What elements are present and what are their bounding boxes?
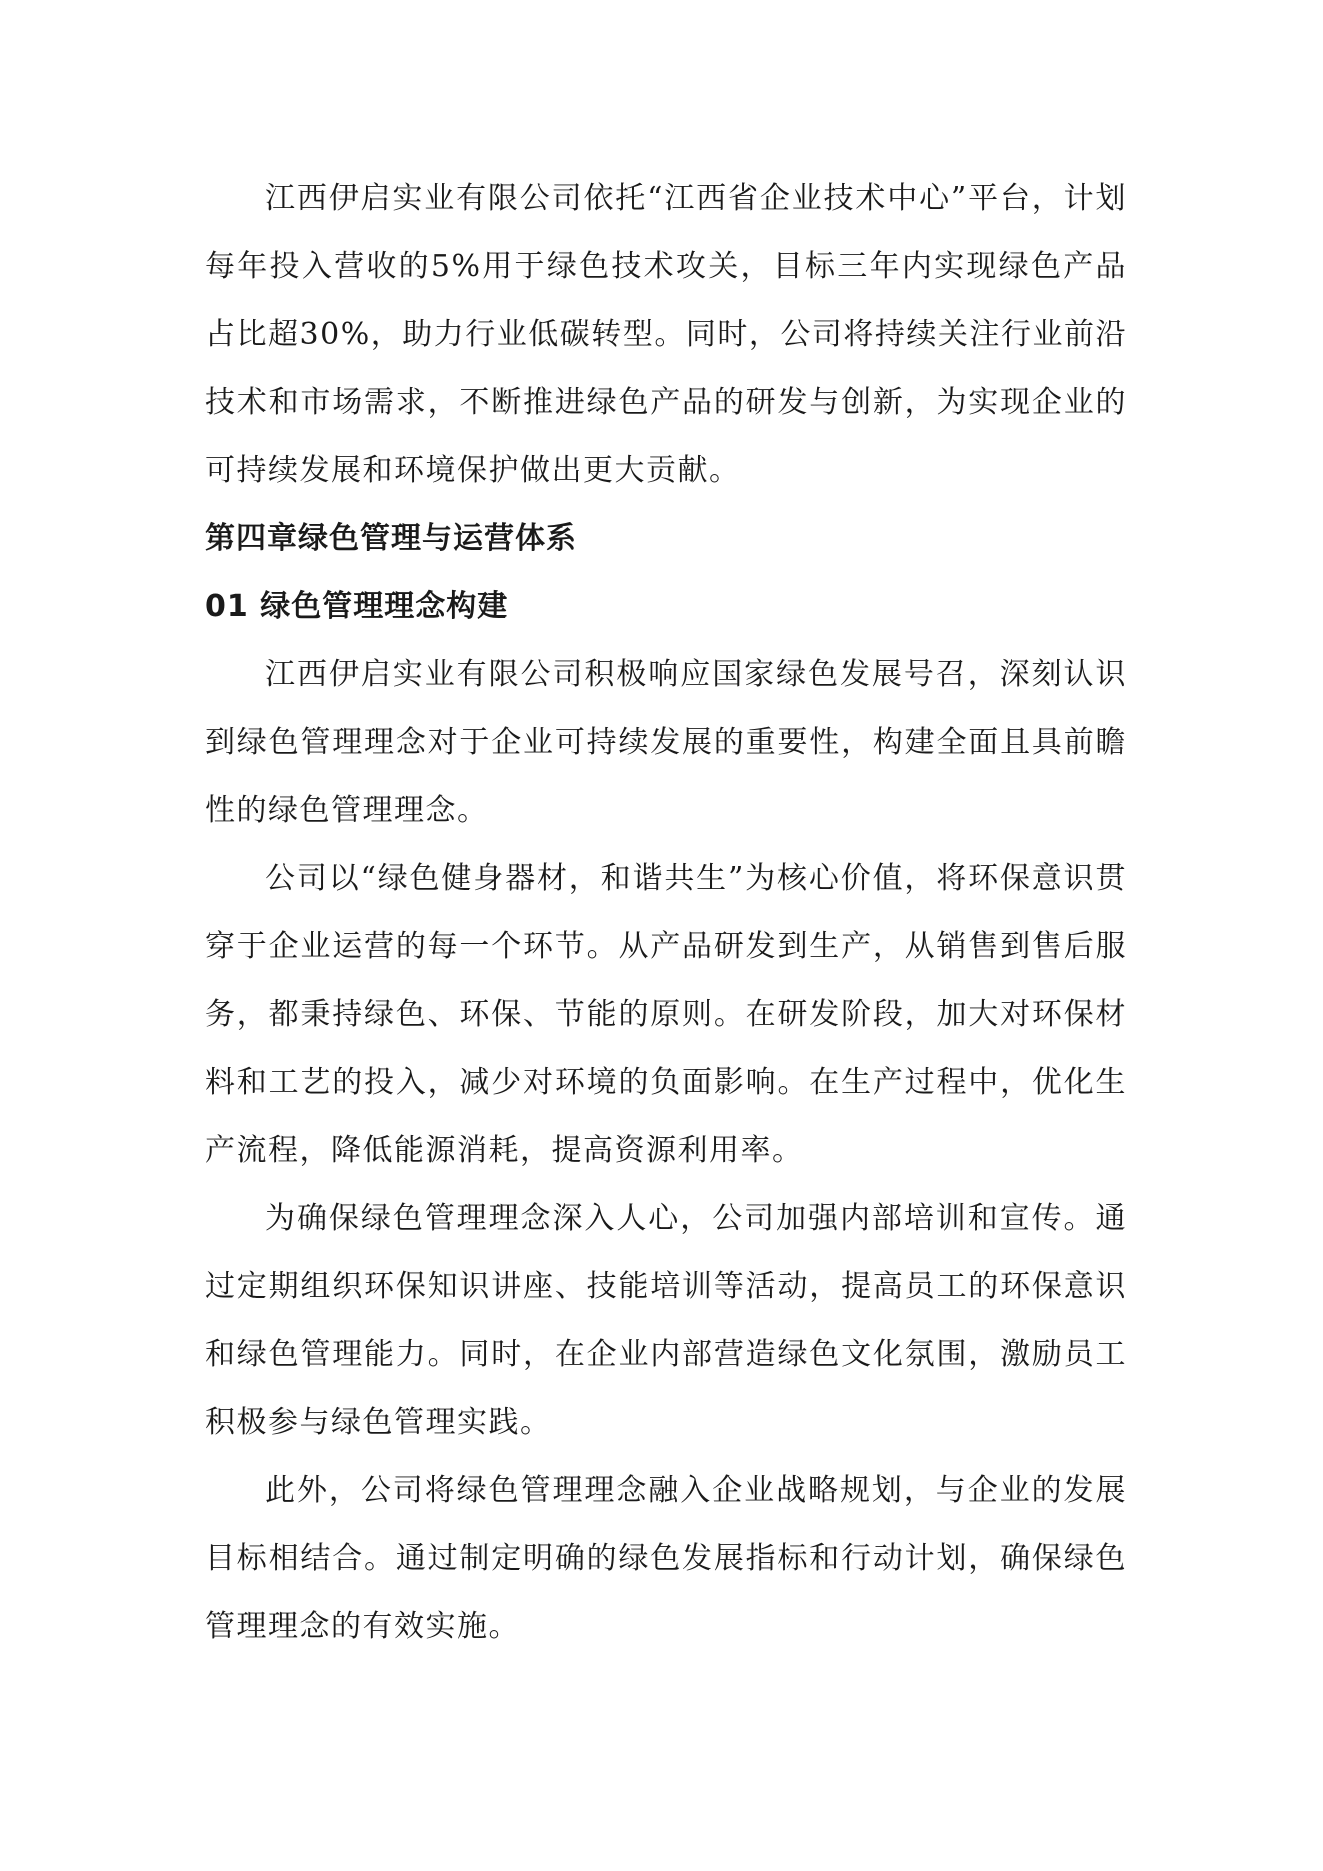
body-paragraph-1: 江西伊启实业有限公司积极响应国家绿色发展号召，深刻认识到绿色管理理念对于企业可持续发展的重要性，构建全面且具前瞻性的绿色管理理念。 [205, 657, 1127, 828]
section-title: 01 绿色管理理念构建 [205, 589, 509, 624]
body-paragraph-3: 为确保绿色管理理念深入人心，公司加强内部培训和宣传。通过定期组织环保知识讲座、技能培训等活动，提高员工的环保意识和绿色管理能力。同时，在企业内部营造绿色文化氛围，激励员工积极参与绿色管理实践。 [205, 1201, 1127, 1440]
document-page [205, 165, 1127, 1661]
intro-paragraph: 江西伊启实业有限公司依托“江西省企业技术中心”平台，计划每年投入营收的5%用于绿色技术攻关，目标三年内实现绿色产品占比超30%，助力行业低碳转型。同时，公司将持续关注行业前沿技术和市场需求，不断推进绿色产品的研发与创新，为实现企业的可持续发展和环境保护做出更大贡献。 [205, 181, 1127, 488]
body-paragraph-4: 此外，公司将绿色管理理念融入企业战略规划，与企业的发展目标相结合。通过制定明确的绿色发展指标和行动计划，确保绿色管理理念的有效实施。 [205, 1473, 1127, 1644]
chapter-title: 第四章绿色管理与运营体系 [205, 521, 577, 556]
body-paragraph-2: 公司以“绿色健身器材，和谐共生”为核心价值，将环保意识贯穿于企业运营的每一个环节。从产品研发到生产，从销售到售后服务，都秉持绿色、环保、节能的原则。在研发阶段，加大对环保材料和工艺的投入，减少对环境的负面影响。在生产过程中，优化生产流程，降低能源消耗，提高资源利用率。 [205, 861, 1127, 1168]
